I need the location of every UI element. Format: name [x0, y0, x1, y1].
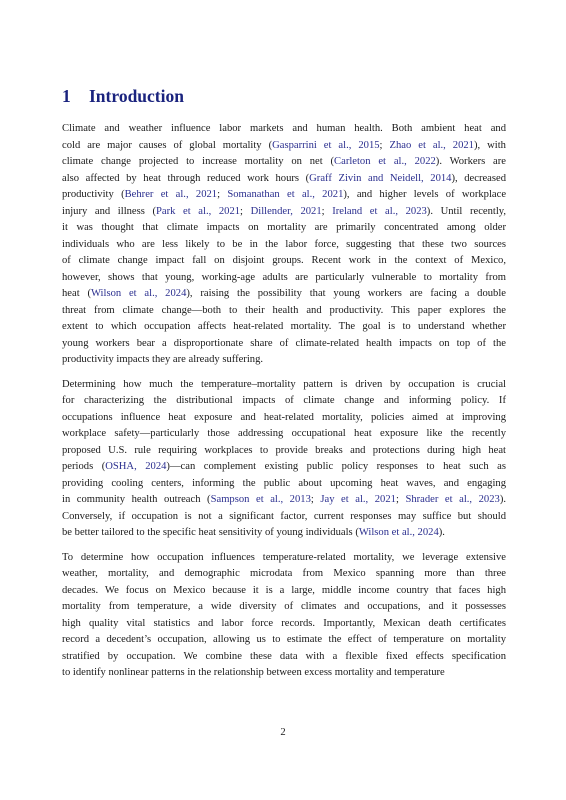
citation-link[interactable]: Ireland et al., 2023	[332, 205, 427, 217]
text-run: productivity impacts they are already suffering.	[62, 354, 264, 365]
citation-link[interactable]: Wilson et al., 2024	[90, 288, 187, 299]
text-line	[62, 476, 506, 493]
text-run: ;	[379, 139, 390, 151]
text-line	[62, 550, 506, 567]
text-run: occupations influence heat exposure and heat-related mortality, policies aimed at improving	[62, 411, 506, 423]
text-run: to identify nonlinear patterns in the relationship between excess mortality and temperature	[62, 667, 445, 678]
text-run: climate change projected to increase mortality on net (	[62, 156, 335, 167]
citation-link[interactable]: Zhao et al., 2021	[389, 139, 474, 151]
text-run: ). Workers are	[435, 156, 506, 167]
citation-link[interactable]: Somanathan et al., 2021	[227, 189, 344, 200]
text-line	[62, 352, 506, 369]
citation-link[interactable]: Behrer et al., 2021	[124, 189, 218, 200]
paragraph	[62, 377, 506, 542]
text-run: weather, mortality, and demographic microdata from Mexico spanning more than three	[62, 568, 506, 579]
text-run: ), raising the possibility that young workers are facing a double	[186, 288, 506, 299]
text-run: young workers bear a disproportionate share of climate-related health impacts on top of the	[62, 337, 506, 349]
citation-link[interactable]: OSHA, 2024	[105, 461, 167, 472]
section-heading	[62, 86, 522, 107]
text-line	[62, 121, 506, 138]
text-line	[62, 336, 506, 353]
text-line	[62, 393, 506, 410]
text-run: also affected by heat through reduced work hours (	[62, 172, 310, 184]
paragraph	[62, 550, 506, 682]
text-line	[62, 253, 506, 270]
text-run: decades. We focus on Mexico because it is a large, middle income country that faces high	[62, 584, 506, 596]
text-run: cold are major causes of global mortality (	[62, 139, 273, 151]
citation-link[interactable]: Carleton et al., 2022	[334, 156, 436, 167]
text-line	[62, 204, 506, 221]
text-line	[62, 632, 506, 649]
text-run: individuals who are less likely to be in the labor force, suggesting that these two sources	[62, 238, 506, 250]
text-run: ).	[438, 527, 445, 538]
text-line	[62, 319, 506, 336]
body-text	[62, 121, 506, 690]
text-run: ;	[395, 494, 406, 505]
text-line	[62, 649, 506, 666]
section-number: 1	[62, 86, 71, 106]
text-run: injury and illness (	[62, 205, 157, 217]
text-run: ).	[499, 494, 506, 505]
text-run: ), and higher levels of workplace	[343, 189, 507, 200]
citation-link[interactable]: Dillender, 2021	[250, 205, 322, 217]
citation-link[interactable]: Shrader et al., 2023	[405, 494, 500, 505]
text-line	[62, 566, 506, 583]
text-run: record a decedent’s occupation, allowing us to estimate the effect of temperature on mortality	[62, 634, 506, 645]
text-line	[62, 270, 506, 287]
text-line	[62, 138, 506, 155]
text-run: periods (	[62, 461, 106, 472]
text-run: ). Until recently,	[426, 205, 507, 217]
text-run: productivity (	[62, 189, 125, 200]
text-line	[62, 171, 506, 188]
text-line	[62, 583, 506, 600]
text-line	[62, 220, 506, 237]
text-run: in community health outreach (	[62, 494, 211, 505]
page-number: 2	[280, 727, 286, 738]
text-line	[62, 525, 506, 542]
text-run: threat from climate change—both to their health and productivity. This paper explores the	[62, 304, 506, 316]
text-run: of climate change impact fall on disjoint groups. Recent work in the context of Mexico,	[62, 255, 506, 266]
text-run: be better tailored to the specific heat sensitivity of young individuals (	[62, 527, 359, 538]
text-run: stratified by occupation. We combine these data with a flexible fixed effects specification	[62, 650, 506, 662]
text-run: )—can complement existing public policy responses to heat such as	[166, 461, 506, 472]
citation-link[interactable]: Wilson et al., 2024	[358, 527, 439, 538]
text-run: extent to which occupation affects heat-related mortality. The goal is to understand whether	[62, 321, 506, 332]
citation-link[interactable]: Graff Zivin and Neidell, 2014	[309, 172, 452, 184]
text-line	[62, 303, 506, 320]
text-run: mortality from temperature, a wide diversity of climates and occupations, and it possesses	[62, 601, 506, 612]
citation-link[interactable]: Gasparrini et al., 2015	[272, 139, 380, 151]
text-run: To determine how occupation influences temperature-related mortality, we leverage extensive	[62, 551, 506, 563]
text-run: ;	[240, 205, 251, 217]
text-line	[62, 377, 506, 394]
text-line	[62, 665, 506, 682]
text-line	[62, 616, 506, 633]
text-run: high quality vital statistics and labor force records. Importantly, Mexican death certificates	[62, 617, 506, 629]
text-line	[62, 286, 506, 303]
text-run: providing cooling centers, informing the public about upcoming heat waves, and engaging	[62, 477, 506, 489]
text-line	[62, 154, 506, 171]
paragraph	[62, 121, 506, 369]
text-run: ;	[321, 205, 333, 217]
text-line	[62, 509, 506, 526]
text-run: Determining how much the temperature–mortality pattern is driven by occupation is crucial	[62, 378, 506, 390]
citation-link[interactable]: Park et al., 2021	[156, 205, 241, 217]
text-run: ;	[217, 189, 228, 200]
text-line	[62, 426, 506, 443]
text-run: Climate and weather influence labor markets and human health. Both ambient heat and	[62, 123, 506, 134]
text-run: for characterizing the distributional impacts of climate change and informing policy. If	[62, 395, 506, 406]
text-line	[62, 237, 506, 254]
text-run: Conversely, if occupation is not a significant factor, current responses may suffice but should	[62, 510, 506, 522]
citation-link[interactable]: Jay et al., 2021	[320, 494, 396, 505]
text-run: workplace safety—particularly those addressing occupational heat exposure like the recently	[62, 428, 506, 439]
text-run: proposed U.S. rule requiring workplaces to provide breaks and protections during high heat	[62, 444, 506, 456]
text-line	[62, 410, 506, 427]
text-run: ), decreased	[451, 172, 506, 184]
text-run: ), with	[473, 139, 506, 151]
section-title: Introduction	[89, 86, 184, 106]
text-line	[62, 443, 506, 460]
text-run: it was thought that climate impacts on mortality are primarily concentrated among older	[62, 222, 506, 233]
citation-link[interactable]: Sampson et al., 2013	[210, 494, 311, 505]
text-run: however, shows that young, working-age adults are particularly vulnerable to mortality from	[62, 271, 506, 283]
text-run: heat (	[62, 288, 91, 299]
text-run: ;	[310, 494, 321, 505]
text-line	[62, 492, 506, 509]
text-line	[62, 459, 506, 476]
text-line	[62, 599, 506, 616]
text-line	[62, 187, 506, 204]
